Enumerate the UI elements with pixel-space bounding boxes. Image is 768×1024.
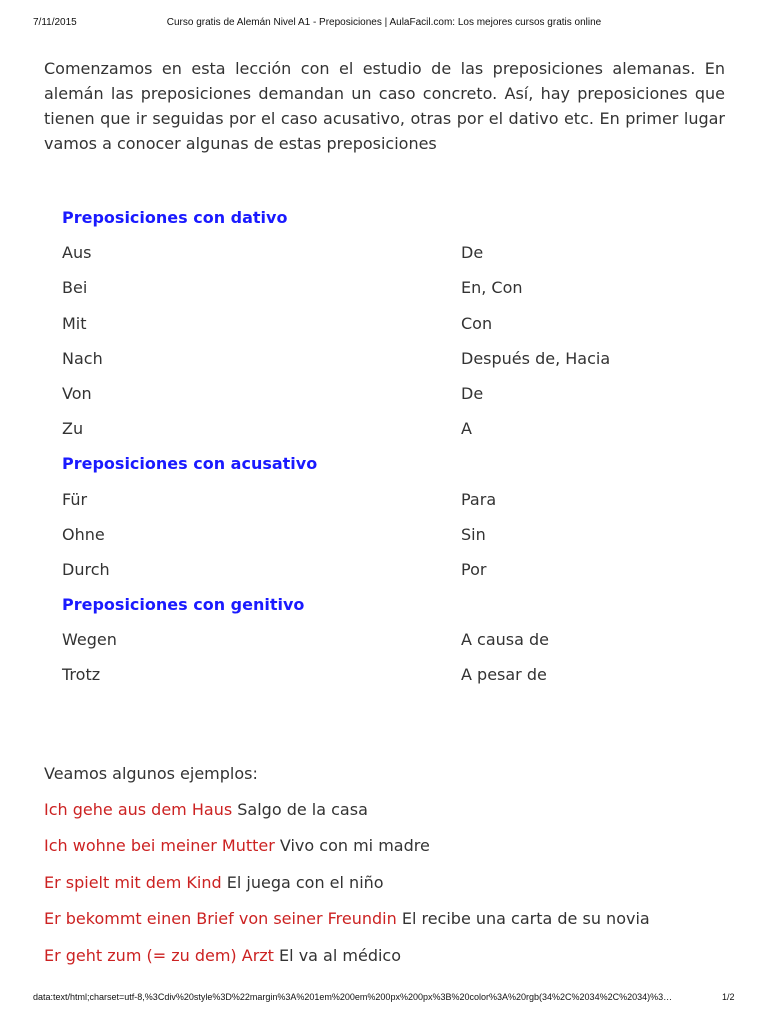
- table-row: [62, 518, 722, 553]
- example-spanish: Vivo con mi madre: [279, 836, 430, 856]
- table-row: [62, 483, 722, 518]
- german-preposition: Nach: [62, 348, 103, 368]
- example-sentence: [44, 799, 734, 835]
- table-row: [62, 307, 722, 342]
- german-preposition: Trotz: [62, 665, 101, 685]
- german-preposition: Von: [62, 383, 92, 403]
- german-preposition: Ohne: [62, 524, 105, 544]
- print-date: 7/11/2015: [33, 17, 77, 28]
- german-preposition: Aus: [62, 243, 92, 263]
- section-heading-label: Preposiciones con dativo: [62, 208, 288, 227]
- print-footer: [0, 992, 768, 1006]
- example-sentence: [44, 945, 734, 981]
- table-row: [62, 412, 722, 447]
- example-german: Er spielt mit dem Kind: [44, 872, 222, 892]
- table-row: [62, 271, 722, 306]
- spanish-translation: De: [461, 243, 484, 263]
- german-preposition: Wegen: [62, 630, 117, 650]
- german-preposition: Bei: [62, 278, 88, 298]
- german-preposition: Mit: [62, 313, 87, 333]
- spanish-translation: A pesar de: [461, 665, 547, 685]
- spanish-translation: De: [461, 383, 484, 403]
- german-preposition: Durch: [62, 559, 110, 579]
- print-header: [0, 17, 768, 31]
- spanish-translation: Para: [461, 489, 497, 509]
- examples-section: [44, 763, 734, 981]
- spanish-translation: Después de, Hacia: [461, 348, 611, 368]
- print-url: data:text/html;charset=utf-8,%3Cdiv%20style%3D%22margin%3A%201em%200em%200px%200px%3B%20color%3A%20rgb(34%2C%2034%2C%2034)%3…: [33, 992, 673, 1002]
- example-spanish: El va al médico: [279, 945, 401, 965]
- example-sentence: [44, 908, 734, 944]
- example-sentence: [44, 872, 734, 908]
- page-number: 1/2: [722, 992, 735, 1002]
- section-heading-acusativo: [62, 447, 722, 482]
- spanish-translation: Con: [461, 313, 493, 333]
- german-preposition: Für: [62, 489, 88, 509]
- table-row: [62, 658, 722, 693]
- example-german: Ich gehe aus dem Haus: [44, 800, 233, 819]
- section-heading-label: Preposiciones con acusativo: [62, 454, 318, 474]
- print-page-title: Curso gratis de Alemán Nivel A1 - Preposiciones | AulaFacil.com: Los mejores cursos gratis online: [166, 17, 602, 28]
- examples-lead: Veamos algunos ejemplos:: [44, 764, 258, 783]
- table-row: [62, 623, 722, 658]
- example-spanish: El juega con el niño: [226, 872, 384, 892]
- section-heading-genitivo: [62, 588, 722, 623]
- spanish-translation: A causa de: [461, 630, 549, 650]
- table-row: [62, 553, 722, 588]
- example-german: Er bekommt einen Brief von seiner Freundin: [44, 909, 397, 929]
- section-heading-label: Preposiciones con genitivo: [62, 595, 305, 615]
- prepositions-table: [62, 201, 722, 694]
- spanish-translation: Por: [461, 559, 487, 579]
- table-row: [62, 236, 722, 271]
- intro-paragraph: Comenzamos en esta lección con el estudio de las preposiciones alemanas. En alemán las preposiciones demandan un caso concreto. Así, hay preposiciones que tienen que ir seguidas por el caso acusativo, otras por el dativo etc. En primer lugar vamos a conocer algunas de estas preposiciones: [44, 59, 725, 153]
- spanish-translation: A: [461, 419, 472, 439]
- german-preposition: Zu: [62, 419, 84, 439]
- table-row: [62, 377, 722, 412]
- example-spanish: El recibe una carta de su novia: [401, 909, 650, 929]
- example-german: Ich wohne bei meiner Mutter: [44, 836, 275, 856]
- table-row: [62, 342, 722, 377]
- example-sentence: [44, 835, 734, 871]
- example-german: Er geht zum (= zu dem) Arzt: [44, 945, 274, 965]
- example-spanish: Salgo de la casa: [237, 800, 368, 819]
- spanish-translation: En, Con: [461, 278, 523, 298]
- spanish-translation: Sin: [461, 524, 486, 544]
- section-heading-dativo: [62, 201, 722, 236]
